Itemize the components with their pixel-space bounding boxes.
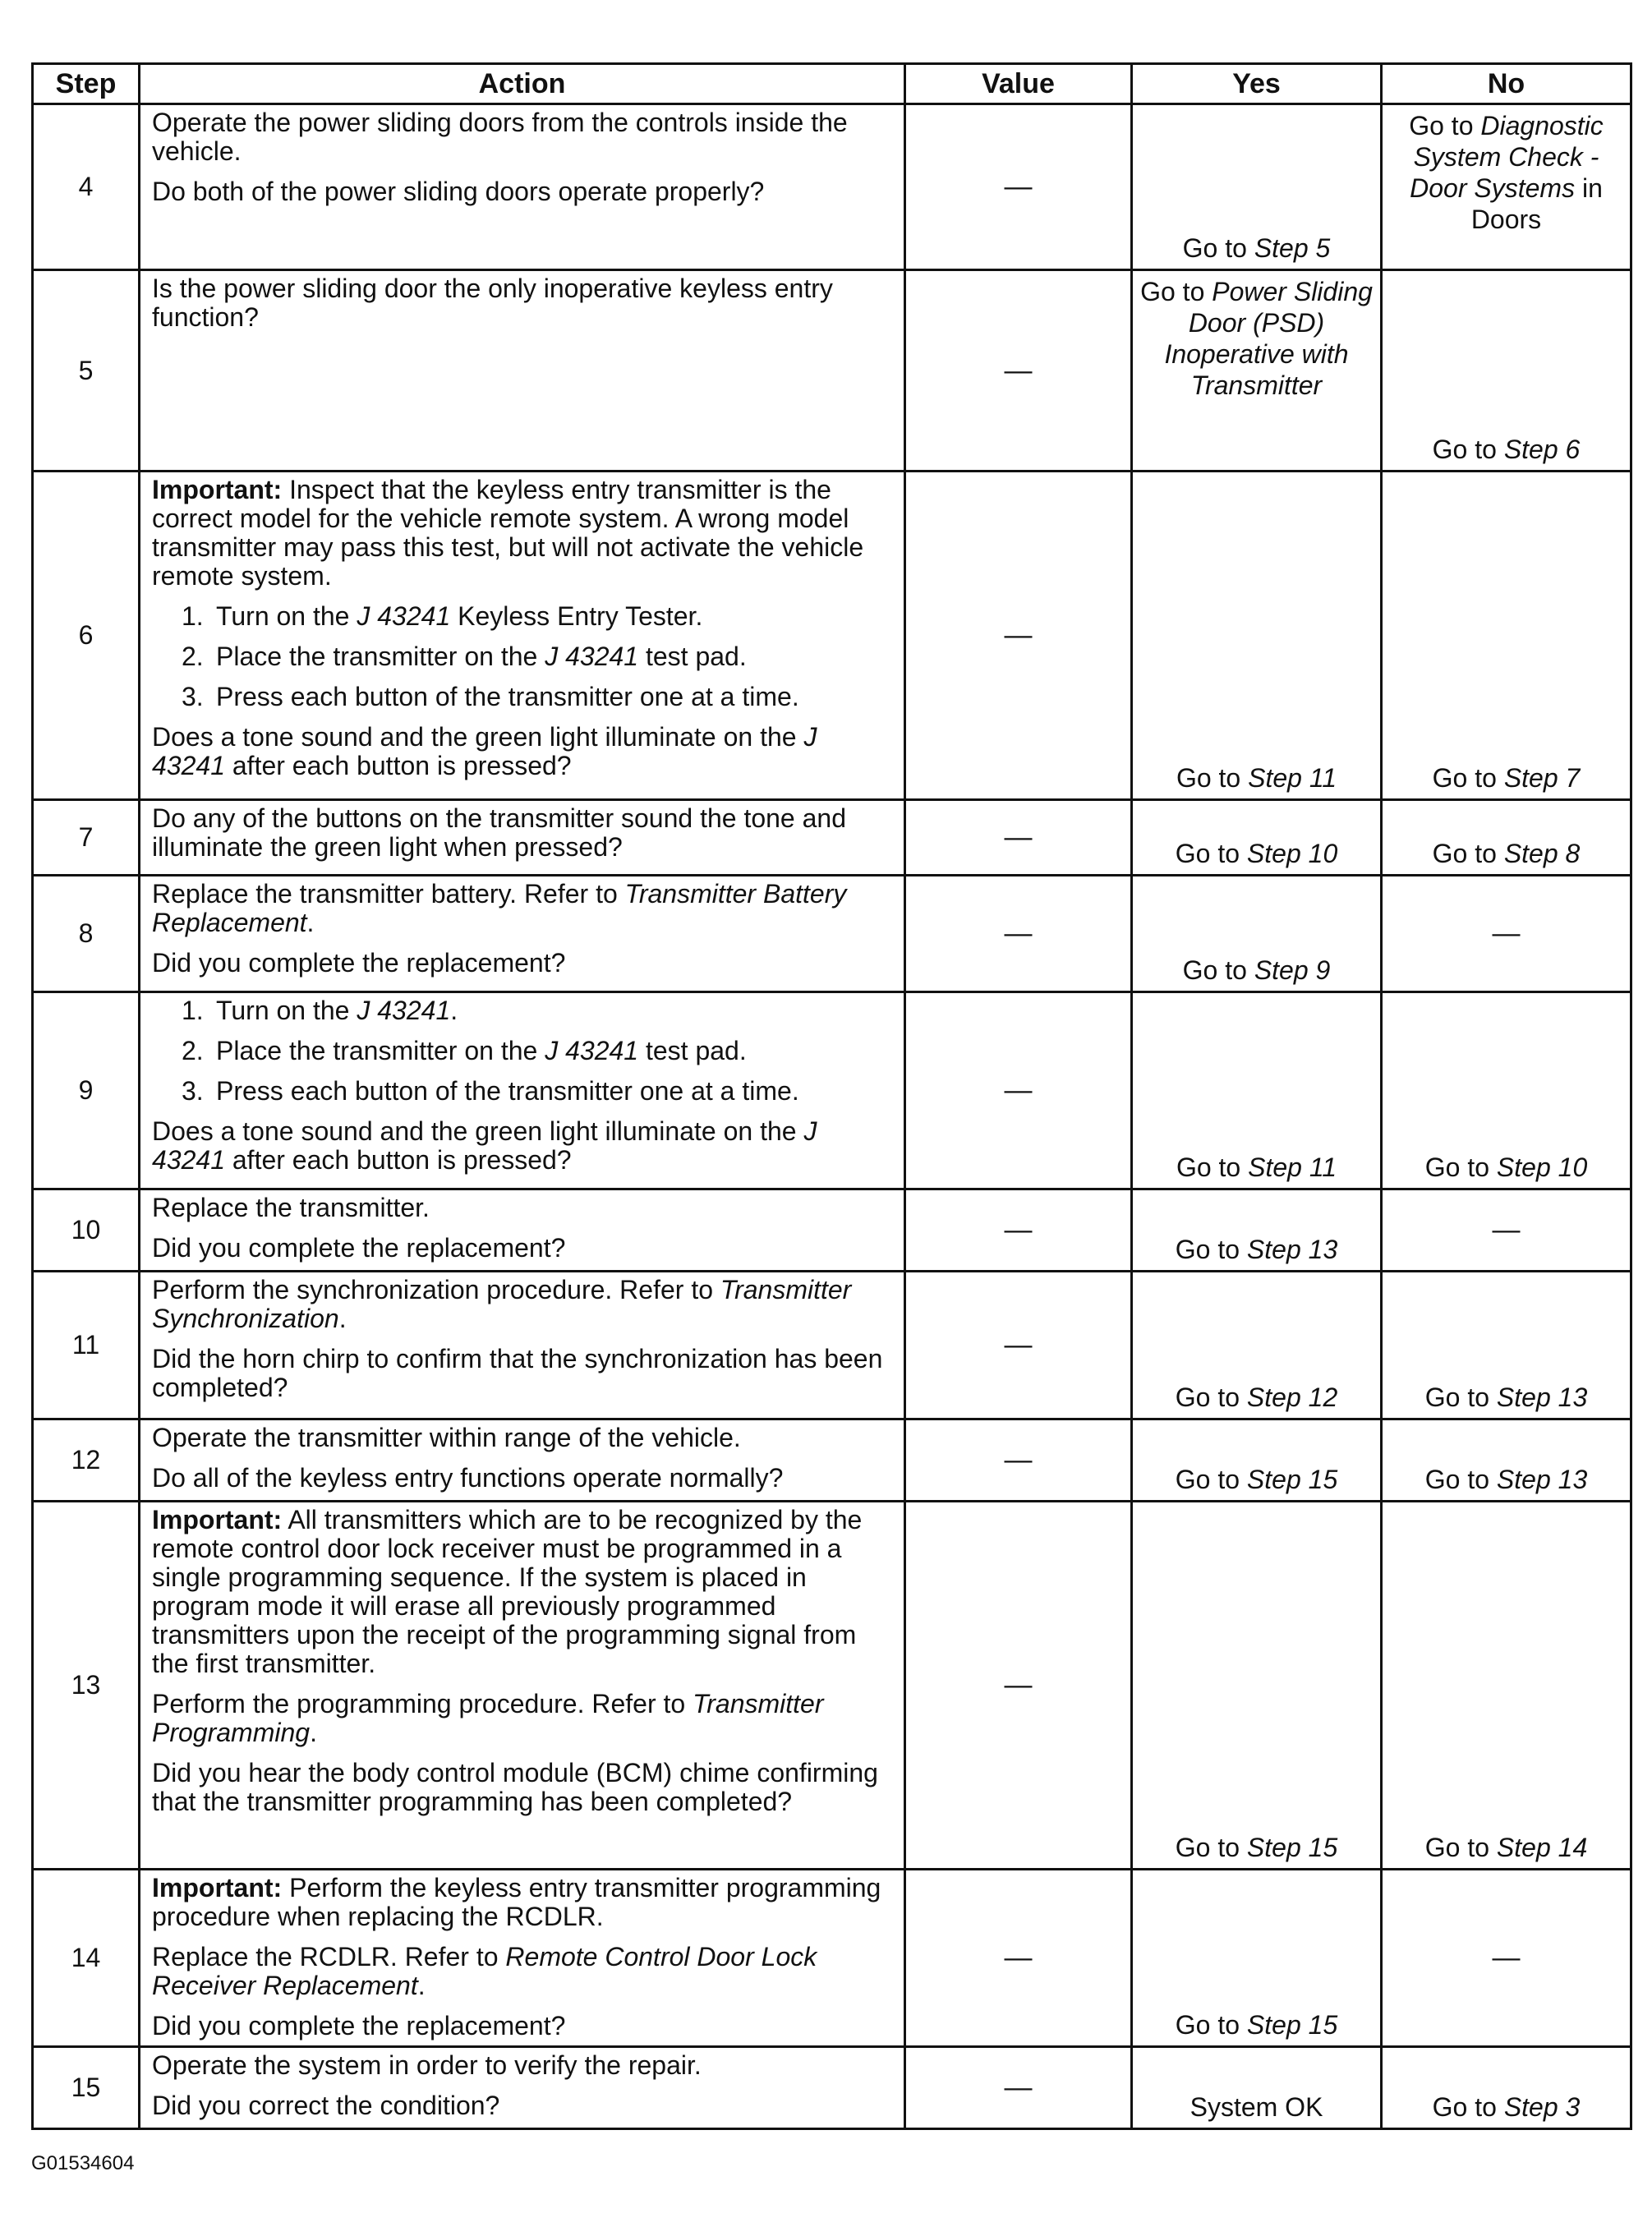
yes-cell <box>1132 2047 1382 2129</box>
no-link[interactable]: Step 3 <box>1503 2092 1581 2122</box>
action-question: Did you complete the replacement? <box>152 2011 566 2040</box>
action-cell <box>140 1502 905 1870</box>
reference-link[interactable]: Transmitter Synchronization <box>152 1275 852 1333</box>
yes-link[interactable]: Step 15 <box>1246 1833 1338 1862</box>
no-cell: Go to Step 13 <box>1382 1272 1631 1419</box>
header-no: No <box>1382 64 1631 104</box>
important-note: Important: Inspect that the keyless entry transmitter is the correct model for the vehicle remote system. A wrong model transmitter may pass this test, but will not activate the vehicle remote system. <box>152 475 864 591</box>
action-text: Perform the programming procedure. Refer to Transmitter Programming. <box>152 1689 824 1747</box>
table-row <box>33 104 1631 270</box>
action-question: Did you hear the body control module (BCM) chime confirming that the transmitter programming has been completed? <box>152 1758 878 1816</box>
value-cell: — <box>905 1870 1132 2047</box>
reference-link[interactable]: Transmitter Battery Replacement <box>152 879 847 937</box>
header-yes: Yes <box>1132 64 1382 104</box>
no-link[interactable]: Step 6 <box>1503 435 1581 464</box>
action-question: Does a tone sound and the green light illuminate on the J 43241 after each button is pressed? <box>152 722 817 780</box>
header-value: Value <box>905 64 1132 104</box>
action-cell <box>140 104 905 270</box>
yes-cell: Go to Step 5 <box>1132 104 1382 270</box>
no-link[interactable]: Step 13 <box>1496 1465 1588 1494</box>
action-cell <box>140 1870 905 2047</box>
yes-link[interactable]: Step 12 <box>1246 1383 1338 1412</box>
list-item: 2. Place the transmitter on the J 43241 test pad. <box>182 1036 747 1065</box>
header-row <box>33 64 1631 104</box>
action-text: Operate the system in order to verify the repair. <box>152 2050 702 2080</box>
no-cell: Go to Diagnostic System Check - Door Systems in Doors <box>1382 104 1631 270</box>
no-cell: Go to Step 6 <box>1382 270 1631 472</box>
important-note: Important: Perform the keyless entry transmitter programming procedure when replacing the RCDLR. <box>152 1873 881 1931</box>
action-question: Did the horn chirp to confirm that the synchronization has been completed? <box>152 1344 883 1402</box>
important-note: Important: All transmitters which are to be recognized by the remote control door lock receiver must be programmed in a single programming sequence. If the system is placed in program mode it will erase all previously programmed transmitters upon the receipt of the programming signal from the first transmitter. <box>152 1505 863 1678</box>
step-number: 10 <box>33 1189 140 1272</box>
action-text: Operate the transmitter within range of the vehicle. <box>152 1423 741 1452</box>
no-cell: Go to Step 14 <box>1382 1502 1631 1870</box>
action-text: Perform the synchronization procedure. Refer to Transmitter Synchronization. <box>152 1275 852 1333</box>
yes-link[interactable]: Step 13 <box>1246 1235 1338 1264</box>
action-text: Replace the transmitter battery. Refer to Transmitter Battery Replacement. <box>152 879 847 937</box>
no-link[interactable]: Step 14 <box>1496 1833 1588 1862</box>
header-step: Step <box>33 64 140 104</box>
yes-link[interactable]: Power Sliding Door (PSD) Inoperative with Transmitter <box>1164 277 1373 400</box>
reference-link[interactable]: Remote Control Door Lock Receiver Replacement <box>152 1942 817 2000</box>
step-number: 14 <box>33 1870 140 2047</box>
value-cell: — <box>905 1502 1132 1870</box>
action-question: Did you correct the condition? <box>152 2091 500 2120</box>
no-link[interactable]: Diagnostic System Check - Door Systems <box>1410 111 1604 203</box>
yes-cell: Go to Step 11 <box>1132 992 1382 1189</box>
value-cell: — <box>905 992 1132 1189</box>
table-row <box>33 800 1631 876</box>
action-question: Do both of the power sliding doors operate properly? <box>152 177 765 206</box>
figure-id: G01534604 <box>31 2152 135 2174</box>
no-cell: — <box>1382 876 1631 992</box>
yes-link[interactable]: Step 15 <box>1246 1465 1338 1494</box>
step-number: 15 <box>33 2047 140 2129</box>
action-question: Do any of the buttons on the transmitter sound the tone and illuminate the green light when pressed? <box>152 803 846 862</box>
reference-link[interactable]: Transmitter Programming <box>152 1689 824 1747</box>
action-question: Is the power sliding door the only inoperative keyless entry function? <box>152 274 833 332</box>
yes-cell: Go to Step 12 <box>1132 1272 1382 1419</box>
step-number: 8 <box>33 876 140 992</box>
action-text: Operate the power sliding doors from the controls inside the vehicle. <box>152 108 848 166</box>
action-cell <box>140 1189 905 1272</box>
yes-link[interactable]: Step 5 <box>1254 233 1331 263</box>
no-link[interactable]: Step 10 <box>1496 1153 1588 1182</box>
action-cell <box>140 876 905 992</box>
yes-cell: Go to Power Sliding Door (PSD) Inoperative with Transmitter <box>1132 270 1382 472</box>
table-row <box>33 1272 1631 1419</box>
table-row <box>33 472 1631 800</box>
step-number: 7 <box>33 800 140 876</box>
yes-cell: Go to Step 15 <box>1132 1419 1382 1502</box>
table-row <box>33 992 1631 1189</box>
list-item: 3. Press each button of the transmitter one at a time. <box>182 1076 799 1106</box>
yes-cell: Go to Step 13 <box>1132 1189 1382 1272</box>
action-cell <box>140 1419 905 1502</box>
yes-link[interactable]: Step 9 <box>1254 955 1331 985</box>
no-cell: — <box>1382 1870 1631 2047</box>
value-cell: — <box>905 270 1132 472</box>
no-cell: Go to Step 3 <box>1382 2047 1631 2129</box>
no-cell: — <box>1382 1189 1631 1272</box>
action-cell <box>140 270 905 472</box>
action-cell <box>140 992 905 1189</box>
table-row <box>33 1870 1631 2047</box>
step-number: 4 <box>33 104 140 270</box>
action-cell <box>140 2047 905 2129</box>
action-cell <box>140 800 905 876</box>
step-number: 12 <box>33 1419 140 1502</box>
yes-cell: Go to Step 10 <box>1132 800 1382 876</box>
action-cell <box>140 472 905 800</box>
value-cell: — <box>905 876 1132 992</box>
value-cell: — <box>905 1189 1132 1272</box>
yes-result: System OK <box>1190 2092 1323 2122</box>
yes-link[interactable]: Step 11 <box>1248 763 1337 793</box>
table-row <box>33 270 1631 472</box>
table-row <box>33 876 1631 992</box>
value-cell: — <box>905 472 1132 800</box>
yes-link[interactable]: Step 11 <box>1248 1153 1337 1182</box>
value-cell: — <box>905 1419 1132 1502</box>
list-item: 1. Turn on the J 43241 Keyless Entry Tester. <box>182 601 703 631</box>
value-cell: — <box>905 800 1132 876</box>
value-cell: — <box>905 104 1132 270</box>
table-row <box>33 2047 1631 2129</box>
list-item: 2. Place the transmitter on the J 43241 test pad. <box>182 642 747 671</box>
action-cell <box>140 1272 905 1419</box>
no-cell: Go to Step 10 <box>1382 992 1631 1189</box>
action-text: Replace the RCDLR. Refer to Remote Control Door Lock Receiver Replacement. <box>152 1942 817 2000</box>
step-number: 13 <box>33 1502 140 1870</box>
yes-link[interactable]: Step 15 <box>1246 2010 1338 2040</box>
yes-link[interactable]: Step 10 <box>1246 839 1338 868</box>
yes-cell: Go to Step 9 <box>1132 876 1382 992</box>
action-text: Replace the transmitter. <box>152 1193 430 1222</box>
no-link[interactable]: Step 7 <box>1503 763 1581 793</box>
yes-cell: Go to Step 15 <box>1132 1502 1382 1870</box>
action-question: Do all of the keyless entry functions operate normally? <box>152 1463 784 1493</box>
header-action: Action <box>140 64 905 104</box>
table-row <box>33 1419 1631 1502</box>
no-cell: Go to Step 7 <box>1382 472 1631 800</box>
step-number: 9 <box>33 992 140 1189</box>
action-question: Does a tone sound and the green light illuminate on the J 43241 after each button is pressed? <box>152 1116 817 1175</box>
no-link[interactable]: Step 13 <box>1496 1383 1588 1412</box>
action-question: Did you complete the replacement? <box>152 948 566 978</box>
yes-cell: Go to Step 15 <box>1132 1870 1382 2047</box>
diagnostic-table <box>31 62 1632 2130</box>
no-cell: Go to Step 13 <box>1382 1419 1631 1502</box>
table-row <box>33 1502 1631 1870</box>
no-link[interactable]: Step 8 <box>1503 839 1581 868</box>
action-question: Did you complete the replacement? <box>152 1233 566 1263</box>
yes-cell: Go to Step 11 <box>1132 472 1382 800</box>
step-number: 5 <box>33 270 140 472</box>
list-item: 1. Turn on the J 43241. <box>182 996 458 1025</box>
list-item: 3. Press each button of the transmitter one at a time. <box>182 682 799 711</box>
no-cell: Go to Step 8 <box>1382 800 1631 876</box>
step-number: 11 <box>33 1272 140 1419</box>
value-cell: — <box>905 2047 1132 2129</box>
table-row <box>33 1189 1631 1272</box>
step-number: 6 <box>33 472 140 800</box>
value-cell: — <box>905 1272 1132 1419</box>
